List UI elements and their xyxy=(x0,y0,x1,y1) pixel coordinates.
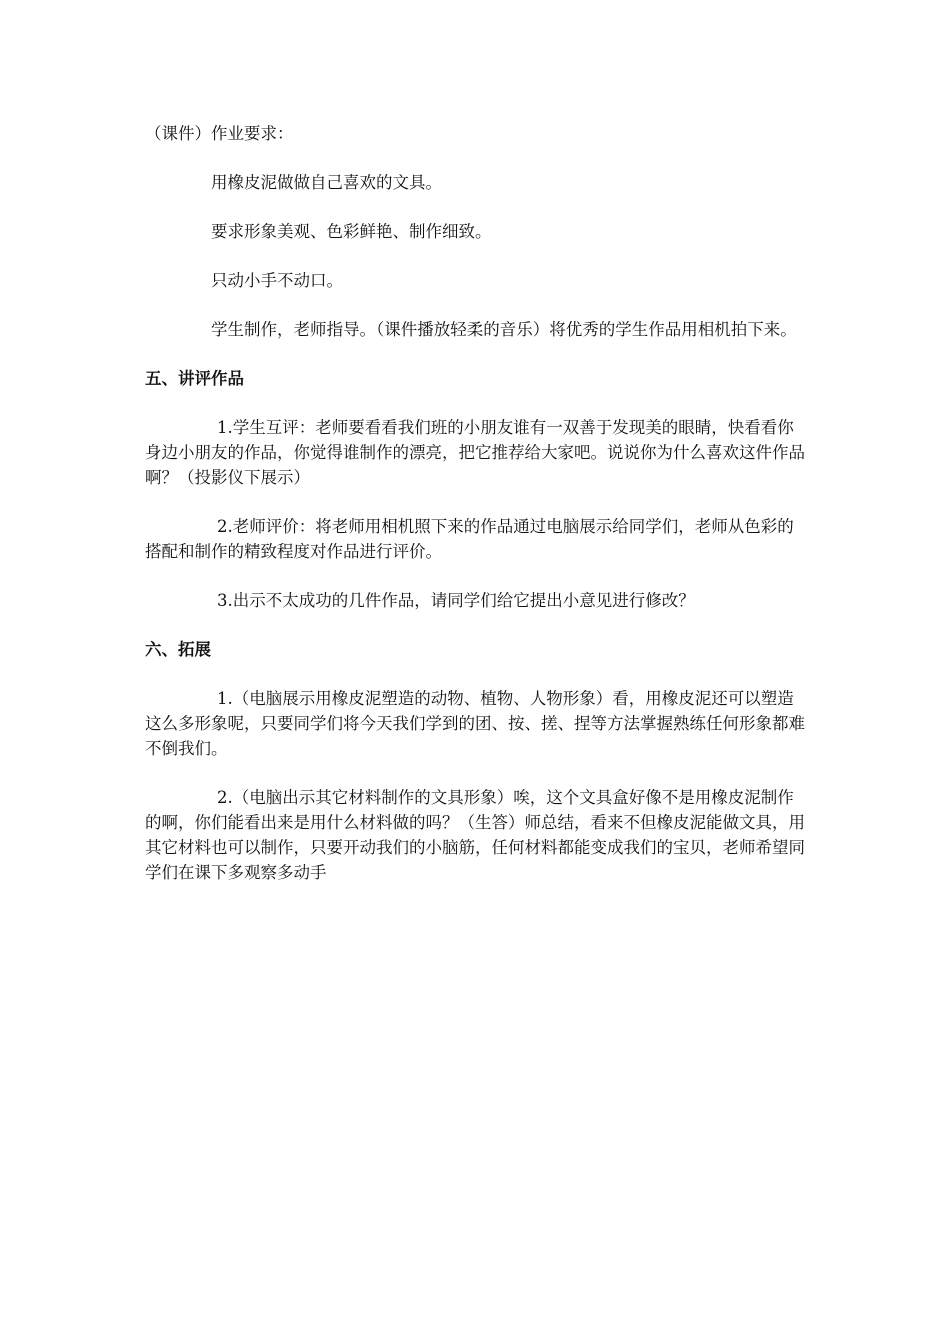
assignment-item-1: 用橡皮泥做做自己喜欢的文具。 xyxy=(211,173,442,192)
document-body xyxy=(145,121,810,909)
section-heading-extension: 六、拓展 xyxy=(145,640,211,659)
student-activity-paragraph: 学生制作，老师指导。（课件播放轻柔的音乐）将优秀的学生作品用相机拍下来。 xyxy=(211,320,797,339)
extension-item-2: 2.（电脑出示其它材料制作的文具形象）唉，这个文具盒好像不是用橡皮泥制作的啊，你们能看出来是用什么材料做的吗？（生答）师总结，看来不但橡皮泥能做文具，用其它材料也可以制作，只要开动我们的小脑筋，任何材料都能变成我们的宝贝，老师希望同学们在课下多观察多动手 xyxy=(145,788,805,882)
assignment-item-3: 只动小手不动口。 xyxy=(211,271,343,290)
review-item-2: 2.老师评价：将老师用相机照下来的作品通过电脑展示给同学们，老师从色彩的搭配和制作的精致程度对作品进行评价。 xyxy=(145,517,794,561)
assignment-intro: （课件）作业要求： xyxy=(145,124,294,143)
assignment-item-2: 要求形象美观、色彩鲜艳、制作细致。 xyxy=(211,222,492,241)
section-heading-review: 五、讲评作品 xyxy=(145,369,244,388)
review-item-1: 1.学生互评：老师要看看我们班的小朋友谁有一双善于发现美的眼睛，快看看你身边小朋友的作品，你觉得谁制作的漂亮，把它推荐给大家吧。说说你为什么喜欢这件作品啊？（投影仪下展示） xyxy=(145,418,805,487)
extension-item-1: 1.（电脑展示用橡皮泥塑造的动物、植物、人物形象）看，用橡皮泥还可以塑造这么多形象呢，只要同学们将今天我们学到的团、按、搓、捏等方法掌握熟练任何形象都难不倒我们。 xyxy=(145,689,805,758)
review-item-3: 3.出示不太成功的几件作品，请同学们给它提出小意见进行修改？ xyxy=(217,591,695,610)
